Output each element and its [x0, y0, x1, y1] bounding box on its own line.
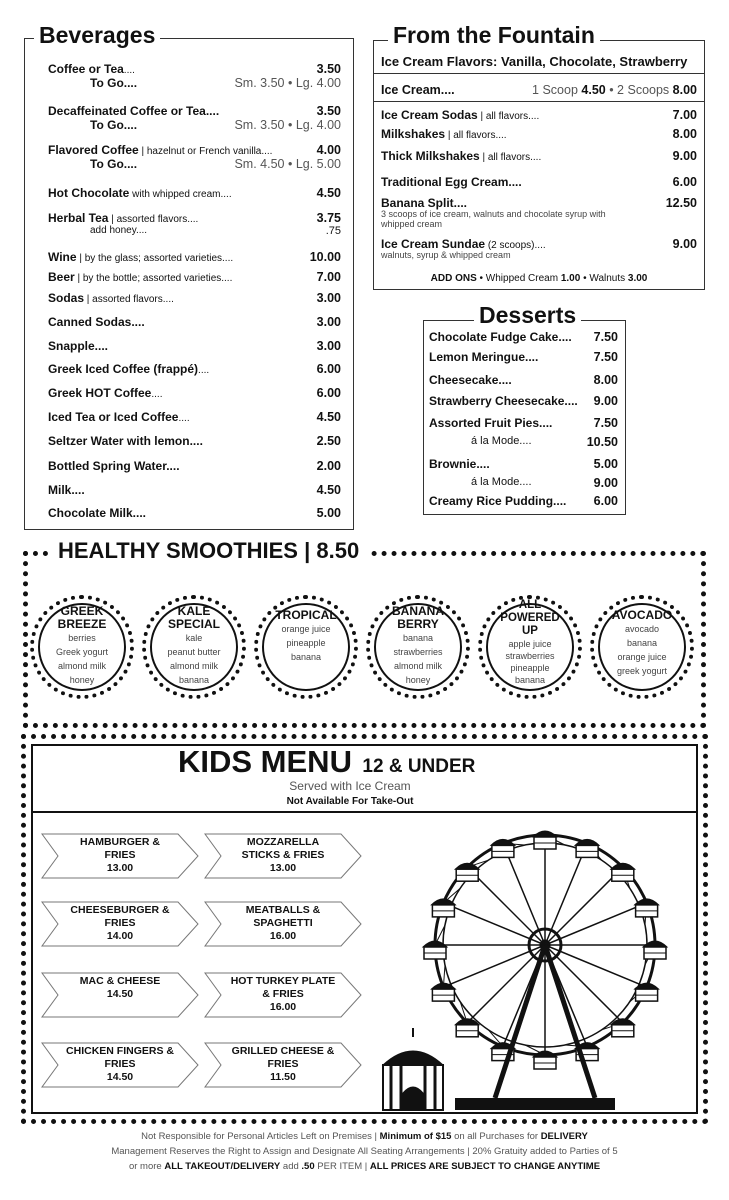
- wheel-base: [455, 1098, 615, 1110]
- desserts-title: Desserts: [474, 302, 581, 328]
- kids-item-name: MOZZARELLA STICKS & FRIES: [241, 836, 325, 861]
- smoothie-badge: [142, 595, 246, 699]
- item-name: [429, 416, 552, 430]
- item-name-text: Creamy Rice Pudding....: [429, 494, 567, 508]
- item-desc: ....: [123, 65, 135, 76]
- smoothie-content: [370, 605, 466, 687]
- item-desc: ....: [198, 365, 210, 376]
- kids-item-price: 13.00: [106, 862, 134, 874]
- smoothie-ingredient: almond milk: [57, 661, 106, 671]
- kids-menu-item: [203, 1041, 363, 1089]
- item-name: [381, 149, 541, 163]
- item-name: [381, 127, 507, 141]
- item-price: 6.00: [316, 386, 341, 400]
- item-name-text: Ice Cream Sundae: [381, 237, 486, 251]
- fountain-flavors: Ice Cream Flavors: Vanilla, Chocolate, Strawberry: [381, 54, 688, 69]
- item-desc: | assorted flavors....: [84, 294, 174, 305]
- item-name-text: Milk....: [48, 483, 85, 497]
- smoothie-content: [594, 609, 690, 678]
- item-name-text: Greek Iced Coffee (frappé): [48, 362, 199, 376]
- fountain-ice-cream: [381, 83, 697, 97]
- smoothie-ingredient: orange juice: [281, 624, 331, 634]
- kids-item-price: 16.00: [269, 1001, 297, 1013]
- item-name-text: Strawberry Cheesecake....: [429, 394, 578, 408]
- smoothie-ingredient: Greek yogurt: [55, 647, 109, 657]
- item-name-text: Hot Chocolate: [48, 186, 130, 200]
- smoothie-ingredient: peanut butter: [167, 647, 221, 657]
- smoothie-badge: [254, 595, 358, 699]
- togo-label: To Go....: [90, 76, 138, 90]
- item-price: 3.75: [316, 211, 341, 225]
- footer-line-1: [0, 1131, 729, 1142]
- item-name-text: Decaffeinated Coffee or Tea....: [48, 104, 220, 118]
- item-name-text: Herbal Tea: [48, 211, 109, 225]
- item-desc: | all flavors....: [445, 130, 507, 141]
- a-la-mode-label: á la Mode....: [471, 476, 532, 488]
- smoothie-name: BANANA BERRY: [392, 604, 444, 631]
- smoothie-ingredient: banana: [178, 675, 210, 685]
- ferris-wheel-illustration: [375, 815, 695, 1115]
- item-name: [48, 483, 85, 497]
- item-price: 8.00: [672, 127, 697, 141]
- kids-item-text: [203, 971, 363, 1014]
- smoothie-badge: [30, 595, 134, 699]
- item-price: 3.50: [316, 104, 341, 118]
- item-price: 6.00: [672, 175, 697, 189]
- kids-menu-item: [40, 900, 200, 948]
- addon-walnuts-price: 3.00: [627, 273, 648, 284]
- item-price: 5.00: [593, 457, 618, 471]
- kids-item-name: CHICKEN FINGERS & FRIES: [66, 1045, 174, 1070]
- kids-menu-item: [203, 900, 363, 948]
- item-name-text: Brownie....: [429, 457, 490, 471]
- smoothie-content: [482, 599, 578, 686]
- item-price: 9.00: [672, 237, 697, 251]
- item-price: 7.50: [593, 416, 618, 430]
- item-price: 7.50: [593, 350, 618, 364]
- smoothie-ingredient: banana: [514, 675, 546, 685]
- item-name: [429, 350, 538, 364]
- item-desc: | hazelnut or French vanilla....: [138, 146, 273, 157]
- kids-item-price: 14.50: [106, 988, 134, 1000]
- smoothie-name: GREEK BREEZE: [57, 604, 107, 631]
- item-price: 6.00: [316, 362, 341, 376]
- item-price: 3.50: [316, 62, 341, 76]
- item-price: 10.00: [309, 250, 341, 264]
- item-price: 4.50: [316, 410, 341, 424]
- item-name-text: Traditional Egg Cream....: [381, 175, 522, 189]
- item-name-text: Milkshakes: [381, 127, 446, 141]
- kids-item-text: [40, 900, 200, 943]
- smoothies-title: HEALTHY SMOOTHIES | 8.50: [50, 538, 367, 564]
- item-subtext: 3 scoops of ice cream, walnuts and chocolate syrup with whipped cream: [381, 209, 606, 229]
- item-name: [429, 494, 566, 508]
- kids-served: Served with Ice Cream: [289, 779, 411, 793]
- item-desc: | all flavors....: [477, 111, 540, 122]
- a-la-mode-price: 9.00: [593, 476, 618, 490]
- item-name: [381, 196, 467, 210]
- kids-menu-item: [40, 971, 200, 1019]
- item-name: [48, 386, 162, 400]
- footer-prices: ALL PRICES ARE SUBJECT TO CHANGE ANYTIME: [369, 1161, 601, 1172]
- smoothie-ingredient: orange juice: [617, 652, 667, 662]
- item-name-text: Ice Cream Sodas: [381, 108, 478, 122]
- item-price: 12.50: [665, 196, 697, 210]
- item-subtext: walnuts, syrup & whipped cream: [381, 250, 511, 260]
- item-name: [48, 250, 233, 264]
- smoothie-ingredient: strawberries: [505, 651, 555, 661]
- kids-header: [178, 744, 475, 780]
- smoothie-ingredient: honey: [405, 675, 431, 685]
- item-name-text: Thick Milkshakes: [381, 149, 480, 163]
- smoothie-badge: [366, 595, 470, 699]
- item-name-text: Banana Split....: [381, 196, 468, 210]
- kids-item-name: HOT TURKEY PLATE & FRIES: [230, 975, 336, 1000]
- item-name: [429, 330, 572, 344]
- item-name-text: Chocolate Fudge Cake....: [429, 330, 572, 344]
- addon-label: add honey....: [90, 225, 148, 236]
- item-name-text: Cheesecake....: [429, 373, 512, 387]
- addons-text: • Whipped Cream: [476, 273, 561, 284]
- fountain-addons: [373, 273, 705, 284]
- kids-item-text: [40, 1041, 200, 1084]
- item-name-text: Beer: [48, 270, 75, 284]
- item-desc: | by the glass; assorted varieties....: [76, 253, 234, 264]
- item-desc: ....: [178, 413, 190, 424]
- kids-item-name: HAMBURGER & FRIES: [80, 836, 160, 861]
- fountain-list: [381, 108, 697, 268]
- kids-item-price: 14.00: [106, 930, 134, 942]
- smoothie-ingredient: pineapple: [510, 663, 550, 673]
- item-desc: | by the bottle; assorted varieties....: [74, 273, 233, 284]
- addon-whipped-price: 1.00: [560, 273, 581, 284]
- item-name-text: Sodas: [48, 291, 85, 305]
- kids-item-name: MAC & CHEESE: [79, 975, 161, 987]
- item-price: 8.00: [593, 373, 618, 387]
- item-name: [48, 62, 135, 76]
- smoothie-ingredient: greek yogurt: [616, 666, 668, 676]
- item-name: [48, 104, 219, 118]
- item-name: [429, 373, 512, 387]
- kids-item-price: 11.50: [270, 1071, 296, 1083]
- smoothie-content: [258, 609, 354, 664]
- fountain-divider: [373, 73, 705, 74]
- ice-cream-price-a-val: 4.50: [581, 83, 606, 97]
- kids-header-divider: [31, 811, 698, 813]
- smoothie-ingredient: berries: [68, 633, 96, 643]
- beverages-list: [48, 62, 341, 527]
- smoothie-ingredient: banana: [402, 633, 434, 643]
- item-name: [48, 291, 174, 305]
- ice-cream-name: Ice Cream....: [381, 83, 455, 97]
- item-price: 7.00: [316, 270, 341, 284]
- togo-price: Sm. 4.50 • Lg. 5.00: [234, 157, 341, 171]
- kids-item-price: 13.00: [269, 862, 297, 874]
- item-name-text: Flavored Coffee: [48, 143, 139, 157]
- item-price: 4.00: [316, 143, 341, 157]
- item-price: 2.00: [316, 459, 341, 473]
- smoothie-ingredient: apple juice: [508, 639, 552, 649]
- item-name: [381, 237, 546, 251]
- smoothie-ingredient: banana: [626, 638, 658, 648]
- item-price: 4.50: [316, 186, 341, 200]
- smoothie-ingredient: pineapple: [286, 638, 326, 648]
- smoothie-ingredient: kale: [185, 633, 203, 643]
- a-la-mode-label: á la Mode....: [471, 435, 532, 447]
- smoothie-badge: [478, 595, 582, 699]
- item-desc: with whipped cream....: [129, 189, 232, 200]
- carousel-tent-icon: [383, 1028, 443, 1110]
- addons-mid: • Walnuts: [580, 273, 628, 284]
- footer-l3c: add: [280, 1161, 302, 1172]
- ice-cream-price-b-val: 8.00: [672, 83, 697, 97]
- footer-delivery: DELIVERY: [540, 1131, 588, 1142]
- item-name-text: Chocolate Milk....: [48, 506, 147, 520]
- a-la-mode-price: 10.50: [586, 435, 618, 449]
- item-desc: (2 scoops)....: [485, 240, 546, 251]
- item-name: [381, 108, 539, 122]
- item-name: [381, 175, 522, 189]
- item-desc: | all flavors....: [479, 152, 542, 163]
- item-price: 7.50: [593, 330, 618, 344]
- item-name: [48, 506, 146, 520]
- smoothie-ingredient: almond milk: [169, 661, 218, 671]
- addons-label: ADD ONS: [430, 273, 477, 284]
- footer-surcharge: .50: [301, 1161, 315, 1172]
- kids-item-name: MEATBALLS & SPAGHETTI: [245, 904, 321, 929]
- desserts-list: [429, 330, 618, 510]
- item-name-text: Bottled Spring Water....: [48, 459, 180, 473]
- item-price: 3.00: [316, 291, 341, 305]
- kids-item-name: CHEESEBURGER & FRIES: [70, 904, 170, 929]
- item-name: [48, 186, 232, 200]
- ice-cream-price-a: 1 Scoop: [532, 83, 582, 97]
- item-name: [48, 143, 272, 157]
- item-price: 7.00: [672, 108, 697, 122]
- item-price: 9.00: [672, 149, 697, 163]
- kids-menu-item: [40, 832, 200, 880]
- item-name: [429, 457, 490, 471]
- footer-l3e: PER ITEM |: [314, 1161, 370, 1172]
- footer-l3a: or more: [128, 1161, 165, 1172]
- kids-item-text: [40, 832, 200, 875]
- footer-l1a: Not Responsible for Personal Articles Left on Premises |: [141, 1131, 380, 1142]
- item-price: 9.00: [593, 394, 618, 408]
- item-name: [429, 394, 578, 408]
- beverages-title: Beverages: [34, 22, 160, 48]
- kids-item-price: 16.00: [269, 930, 297, 942]
- smoothie-name: ALL POWERED UP: [500, 599, 560, 637]
- kids-age: 12 & UNDER: [362, 756, 476, 777]
- item-desc: | assorted flavors....: [108, 214, 199, 225]
- kids-item-name: GRILLED CHEESE & FRIES: [231, 1045, 335, 1070]
- kids-title: KIDS MENU: [178, 744, 352, 779]
- footer-line-2: Management Reserves the Right to Assign and Designate All Seating Arrangements | 20% Gratuity added to Parties of 5: [111, 1146, 618, 1157]
- item-name: [48, 362, 209, 376]
- item-name: [48, 315, 145, 329]
- item-name: [48, 434, 203, 448]
- item-name-text: Coffee or Tea: [48, 62, 124, 76]
- item-desc: ....: [151, 389, 163, 400]
- item-price: 3.00: [316, 315, 341, 329]
- item-name-text: Canned Sodas....: [48, 315, 145, 329]
- kids-item-text: [40, 971, 200, 1001]
- item-name-text: Wine: [48, 250, 77, 264]
- togo-label: To Go....: [90, 118, 138, 132]
- item-price: 5.00: [316, 506, 341, 520]
- smoothie-ingredient: almond milk: [393, 661, 442, 671]
- ice-cream-price-b: • 2 Scoops: [605, 83, 673, 97]
- item-name-text: Snapple....: [48, 339, 109, 353]
- kids-item-text: [203, 1041, 363, 1084]
- smoothie-name: KALE SPECIAL: [167, 604, 220, 631]
- kids-item-text: [203, 832, 363, 875]
- smoothie-content: [34, 605, 130, 687]
- smoothie-ingredient: avocado: [624, 624, 660, 634]
- smoothie-name: TROPICAL: [275, 608, 337, 622]
- fountain-title: From the Fountain: [388, 22, 600, 48]
- item-name: [48, 459, 180, 473]
- item-name: [48, 270, 232, 284]
- kids-item-price: 14.50: [106, 1071, 134, 1083]
- kids-note: Not Available For Take-Out: [286, 796, 414, 807]
- item-name-text: Assorted Fruit Pies....: [429, 416, 553, 430]
- togo-price: Sm. 3.50 • Lg. 4.00: [234, 76, 341, 90]
- item-price: 4.50: [316, 483, 341, 497]
- item-name: [48, 211, 198, 225]
- togo-price: Sm. 3.50 • Lg. 4.00: [234, 118, 341, 132]
- smoothie-ingredient: honey: [69, 675, 95, 685]
- item-price: 2.50: [316, 434, 341, 448]
- fountain-divider-2: [373, 101, 705, 102]
- item-price: 3.00: [316, 339, 341, 353]
- footer-takeout: ALL TAKEOUT/DELIVERY: [164, 1161, 281, 1172]
- kids-item-text: [203, 900, 363, 943]
- item-name-text: Seltzer Water with lemon....: [48, 434, 203, 448]
- addon-price: .75: [325, 225, 341, 237]
- kids-menu-item: [203, 832, 363, 880]
- footer-l1c: on all Purchases for: [451, 1131, 541, 1142]
- item-price: 6.00: [593, 494, 618, 508]
- kids-menu-item: [203, 971, 363, 1019]
- togo-label: To Go....: [90, 157, 138, 171]
- smoothie-badge: [590, 595, 694, 699]
- smoothie-ingredient: strawberries: [393, 647, 443, 657]
- item-name: [48, 410, 190, 424]
- item-name-text: Greek HOT Coffee: [48, 386, 152, 400]
- smoothie-content: [146, 605, 242, 687]
- item-name-text: Lemon Meringue....: [429, 350, 539, 364]
- kids-menu-item: [40, 1041, 200, 1089]
- smoothie-ingredient: banana: [290, 652, 322, 662]
- footer-minimum: Minimum of $15: [379, 1131, 452, 1142]
- footer-line-3: [0, 1161, 729, 1172]
- item-name: [48, 339, 108, 353]
- smoothie-name: AVOCADO: [611, 608, 673, 622]
- item-name-text: Iced Tea or Iced Coffee: [48, 410, 179, 424]
